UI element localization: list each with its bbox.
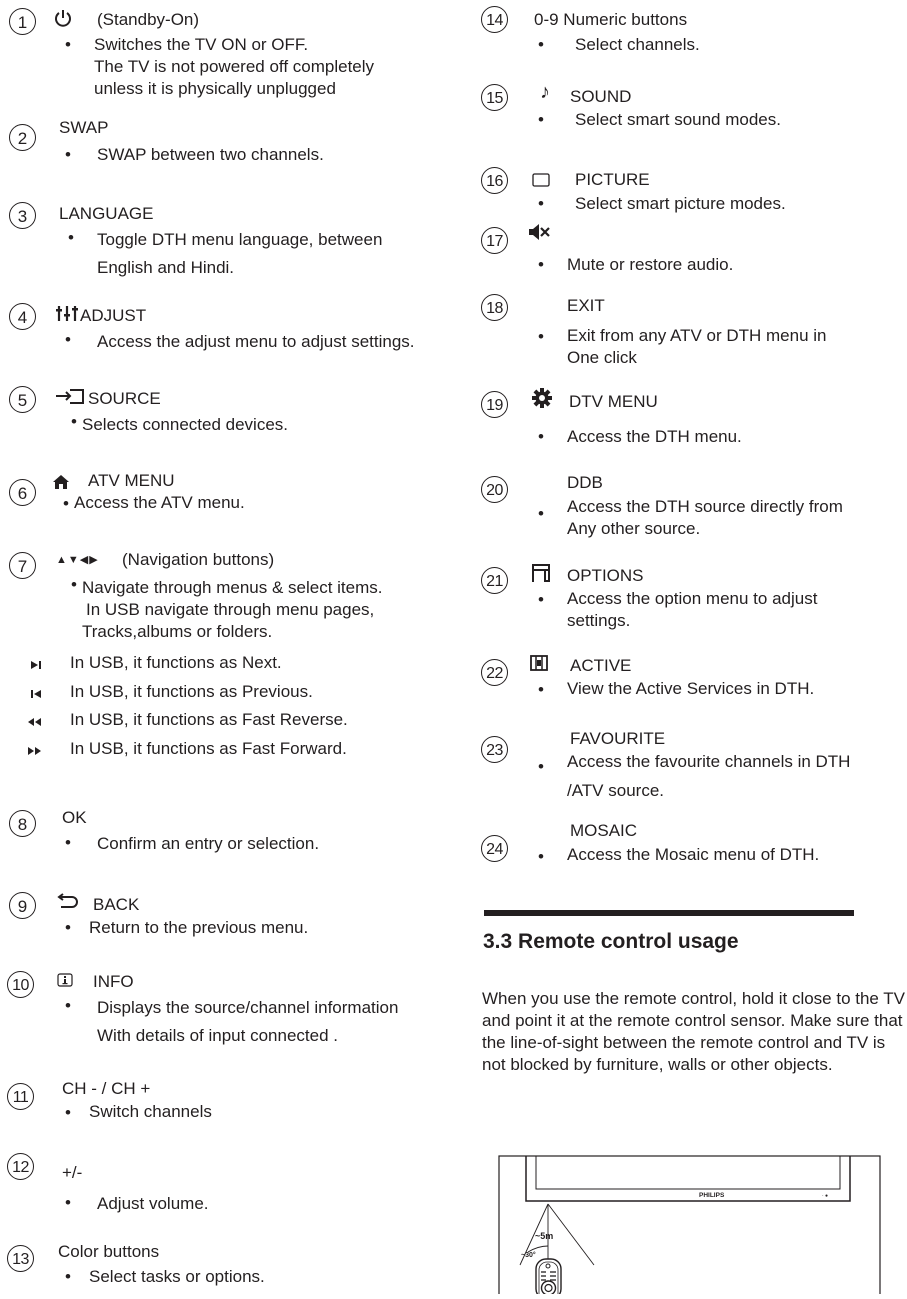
- item-desc: /ATV source.: [567, 781, 664, 800]
- bullet: •: [538, 680, 544, 699]
- item-title: OK: [62, 808, 87, 827]
- item-number: 8: [9, 810, 36, 837]
- item-desc: Tracks,albums or folders.: [82, 622, 273, 641]
- item-desc: Return to the previous menu.: [89, 918, 309, 937]
- bullet: •: [538, 110, 544, 129]
- item-title: INFO: [93, 972, 134, 991]
- item-desc: Access the DTH source directly from: [567, 497, 843, 516]
- item-desc: Switches the TV ON or OFF.: [94, 35, 309, 54]
- bullet: •: [538, 590, 544, 609]
- bullet: •: [68, 228, 74, 247]
- item-title: Color buttons: [58, 1242, 160, 1261]
- item-desc: settings.: [567, 611, 631, 630]
- item-title: (Standby-On): [97, 10, 200, 29]
- bullet: •: [71, 412, 77, 431]
- item-desc: Navigate through menus & select items.: [82, 578, 383, 597]
- item-desc: Switch channels: [89, 1102, 212, 1121]
- item-desc: English and Hindi.: [97, 258, 235, 277]
- bullet: •: [538, 255, 544, 274]
- item-title: LANGUAGE: [59, 204, 154, 223]
- info-icon: [57, 973, 73, 992]
- bullet: •: [65, 1103, 71, 1122]
- options-icon: [531, 563, 551, 588]
- item-title: SOUND: [570, 87, 632, 106]
- mute-icon: [528, 223, 550, 246]
- item-desc: Any other source.: [567, 519, 701, 538]
- bullet: •: [65, 145, 71, 164]
- item-number: 12: [7, 1153, 34, 1180]
- item-desc: Select channels.: [575, 35, 700, 54]
- item-title: DDB: [567, 473, 603, 492]
- item-desc: Select smart sound modes.: [575, 110, 781, 129]
- item-title: BACK: [93, 895, 140, 914]
- remote-usage-figure: [498, 1155, 881, 1294]
- item-desc: Access the DTH menu.: [567, 427, 742, 446]
- usb-desc: In USB, it functions as Next.: [70, 653, 282, 672]
- item-desc: View the Active Services in DTH.: [567, 679, 815, 698]
- item-title: CH - / CH +: [62, 1079, 151, 1098]
- item-title: OPTIONS: [567, 566, 644, 585]
- item-number: 3: [9, 202, 36, 229]
- bullet: •: [65, 1193, 71, 1212]
- item-desc: With details of input connected .: [97, 1026, 338, 1045]
- gear-icon: [532, 388, 552, 413]
- source-icon: [56, 388, 86, 411]
- item-title: SWAP: [59, 118, 109, 137]
- item-title: (Navigation buttons): [122, 550, 275, 569]
- item-desc: Mute or restore audio.: [567, 255, 734, 274]
- sound-note-icon: ♪: [540, 81, 550, 103]
- item-title: 0-9 Numeric buttons: [534, 10, 688, 29]
- bullet: •: [65, 918, 71, 937]
- item-desc: Select smart picture modes.: [575, 194, 786, 213]
- bullet: •: [538, 847, 544, 866]
- item-number: 13: [7, 1245, 34, 1272]
- item-title: PICTURE: [575, 170, 650, 189]
- item-desc: The TV is not powered off completely: [94, 57, 375, 76]
- item-desc: SWAP between two channels.: [97, 145, 324, 164]
- usb-desc: In USB, it functions as Fast Reverse.: [70, 710, 348, 729]
- distance-label: ~5m: [535, 1231, 554, 1241]
- item-number: 15: [481, 84, 508, 111]
- usb-desc: In USB, it functions as Fast Forward.: [70, 739, 347, 758]
- item-desc: Selects connected devices.: [82, 415, 289, 434]
- item-title: SOURCE: [88, 389, 161, 408]
- bullet: •: [65, 35, 71, 54]
- item-number: 1: [9, 8, 36, 35]
- previous-icon: [30, 686, 42, 704]
- item-desc: One click: [567, 348, 637, 367]
- item-desc: Exit from any ATV or DTH menu in: [567, 326, 827, 345]
- item-number: 11: [7, 1083, 34, 1110]
- item-desc: Adjust volume.: [97, 1194, 209, 1213]
- item-desc: Access the ATV menu.: [74, 493, 245, 512]
- item-title: ADJUST: [80, 306, 147, 325]
- item-title: +/-: [62, 1163, 83, 1182]
- item-number: 2: [9, 124, 36, 151]
- fast-reverse-icon: [27, 714, 42, 732]
- item-number: 20: [481, 476, 508, 503]
- active-icon: [530, 655, 548, 676]
- adjust-icon: [56, 305, 78, 326]
- item-number: 24: [481, 835, 508, 862]
- back-icon: [57, 892, 79, 913]
- next-icon: [30, 657, 42, 675]
- bullet: •: [538, 35, 544, 54]
- item-number: 21: [481, 567, 508, 594]
- item-number: 10: [7, 971, 34, 998]
- item-number: 7: [9, 552, 36, 579]
- item-number: 6: [9, 479, 36, 506]
- section-body: When you use the remote control, hold it close to the TV and point it at the remote control sensor. Make sure that the line-of-sight between the remote control and TV is not blocked by furniture, walls or other objects.: [482, 989, 906, 1074]
- home-icon: [52, 474, 70, 495]
- item-number: 22: [481, 659, 508, 686]
- bullet: •: [65, 833, 71, 852]
- bullet: •: [65, 1267, 71, 1286]
- bullet: •: [538, 504, 544, 523]
- bullet: •: [538, 327, 544, 346]
- bullet: •: [65, 330, 71, 349]
- bullet: •: [538, 757, 544, 776]
- remote-control: [536, 1259, 561, 1294]
- bullet: •: [538, 194, 544, 213]
- picture-icon: [532, 173, 550, 192]
- bullet: •: [71, 575, 77, 594]
- item-desc: Select tasks or options.: [89, 1267, 265, 1286]
- power-icon: [54, 9, 72, 32]
- section-rule: [484, 910, 854, 916]
- item-number: 18: [481, 294, 508, 321]
- item-desc: Access the option menu to adjust: [567, 589, 818, 608]
- item-desc: In USB navigate through menu pages,: [86, 600, 375, 619]
- section-heading: 3.3 Remote control usage: [483, 930, 739, 953]
- item-number: 17: [481, 227, 508, 254]
- item-desc: Confirm an entry or selection.: [97, 834, 320, 853]
- item-desc: Access the favourite channels in DTH: [567, 752, 851, 771]
- usb-desc: In USB, it functions as Previous.: [70, 682, 313, 701]
- item-desc: Toggle DTH menu language, between: [97, 230, 383, 249]
- navigation-arrows-icon: ▲▼◀▶: [56, 554, 99, 566]
- angle-label: ~30°: [521, 1252, 536, 1259]
- item-title: EXIT: [567, 296, 605, 315]
- bullet: •: [63, 494, 69, 513]
- tv-brand: PHILIPS: [699, 1192, 725, 1199]
- item-title: FAVOURITE: [570, 729, 666, 748]
- item-title: DTV MENU: [569, 392, 658, 411]
- item-number: 19: [481, 391, 508, 418]
- item-number: 14: [481, 6, 508, 33]
- item-desc: Access the adjust menu to adjust settings.: [97, 332, 415, 351]
- item-title: ACTIVE: [570, 656, 632, 675]
- bullet: •: [65, 996, 71, 1015]
- item-title: ATV MENU: [88, 471, 175, 490]
- bullet: •: [538, 427, 544, 446]
- item-title: MOSAIC: [570, 821, 638, 840]
- item-number: 5: [9, 386, 36, 413]
- item-desc: unless it is physically unplugged: [94, 79, 336, 98]
- tv-led: · ●: [822, 1193, 829, 1199]
- item-number: 16: [481, 167, 508, 194]
- item-number: 23: [481, 736, 508, 763]
- item-number: 4: [9, 303, 36, 330]
- item-desc: Access the Mosaic menu of DTH.: [567, 845, 820, 864]
- item-number: 9: [9, 892, 36, 919]
- item-desc: Displays the source/channel information: [97, 998, 399, 1017]
- fast-forward-icon: [27, 743, 42, 761]
